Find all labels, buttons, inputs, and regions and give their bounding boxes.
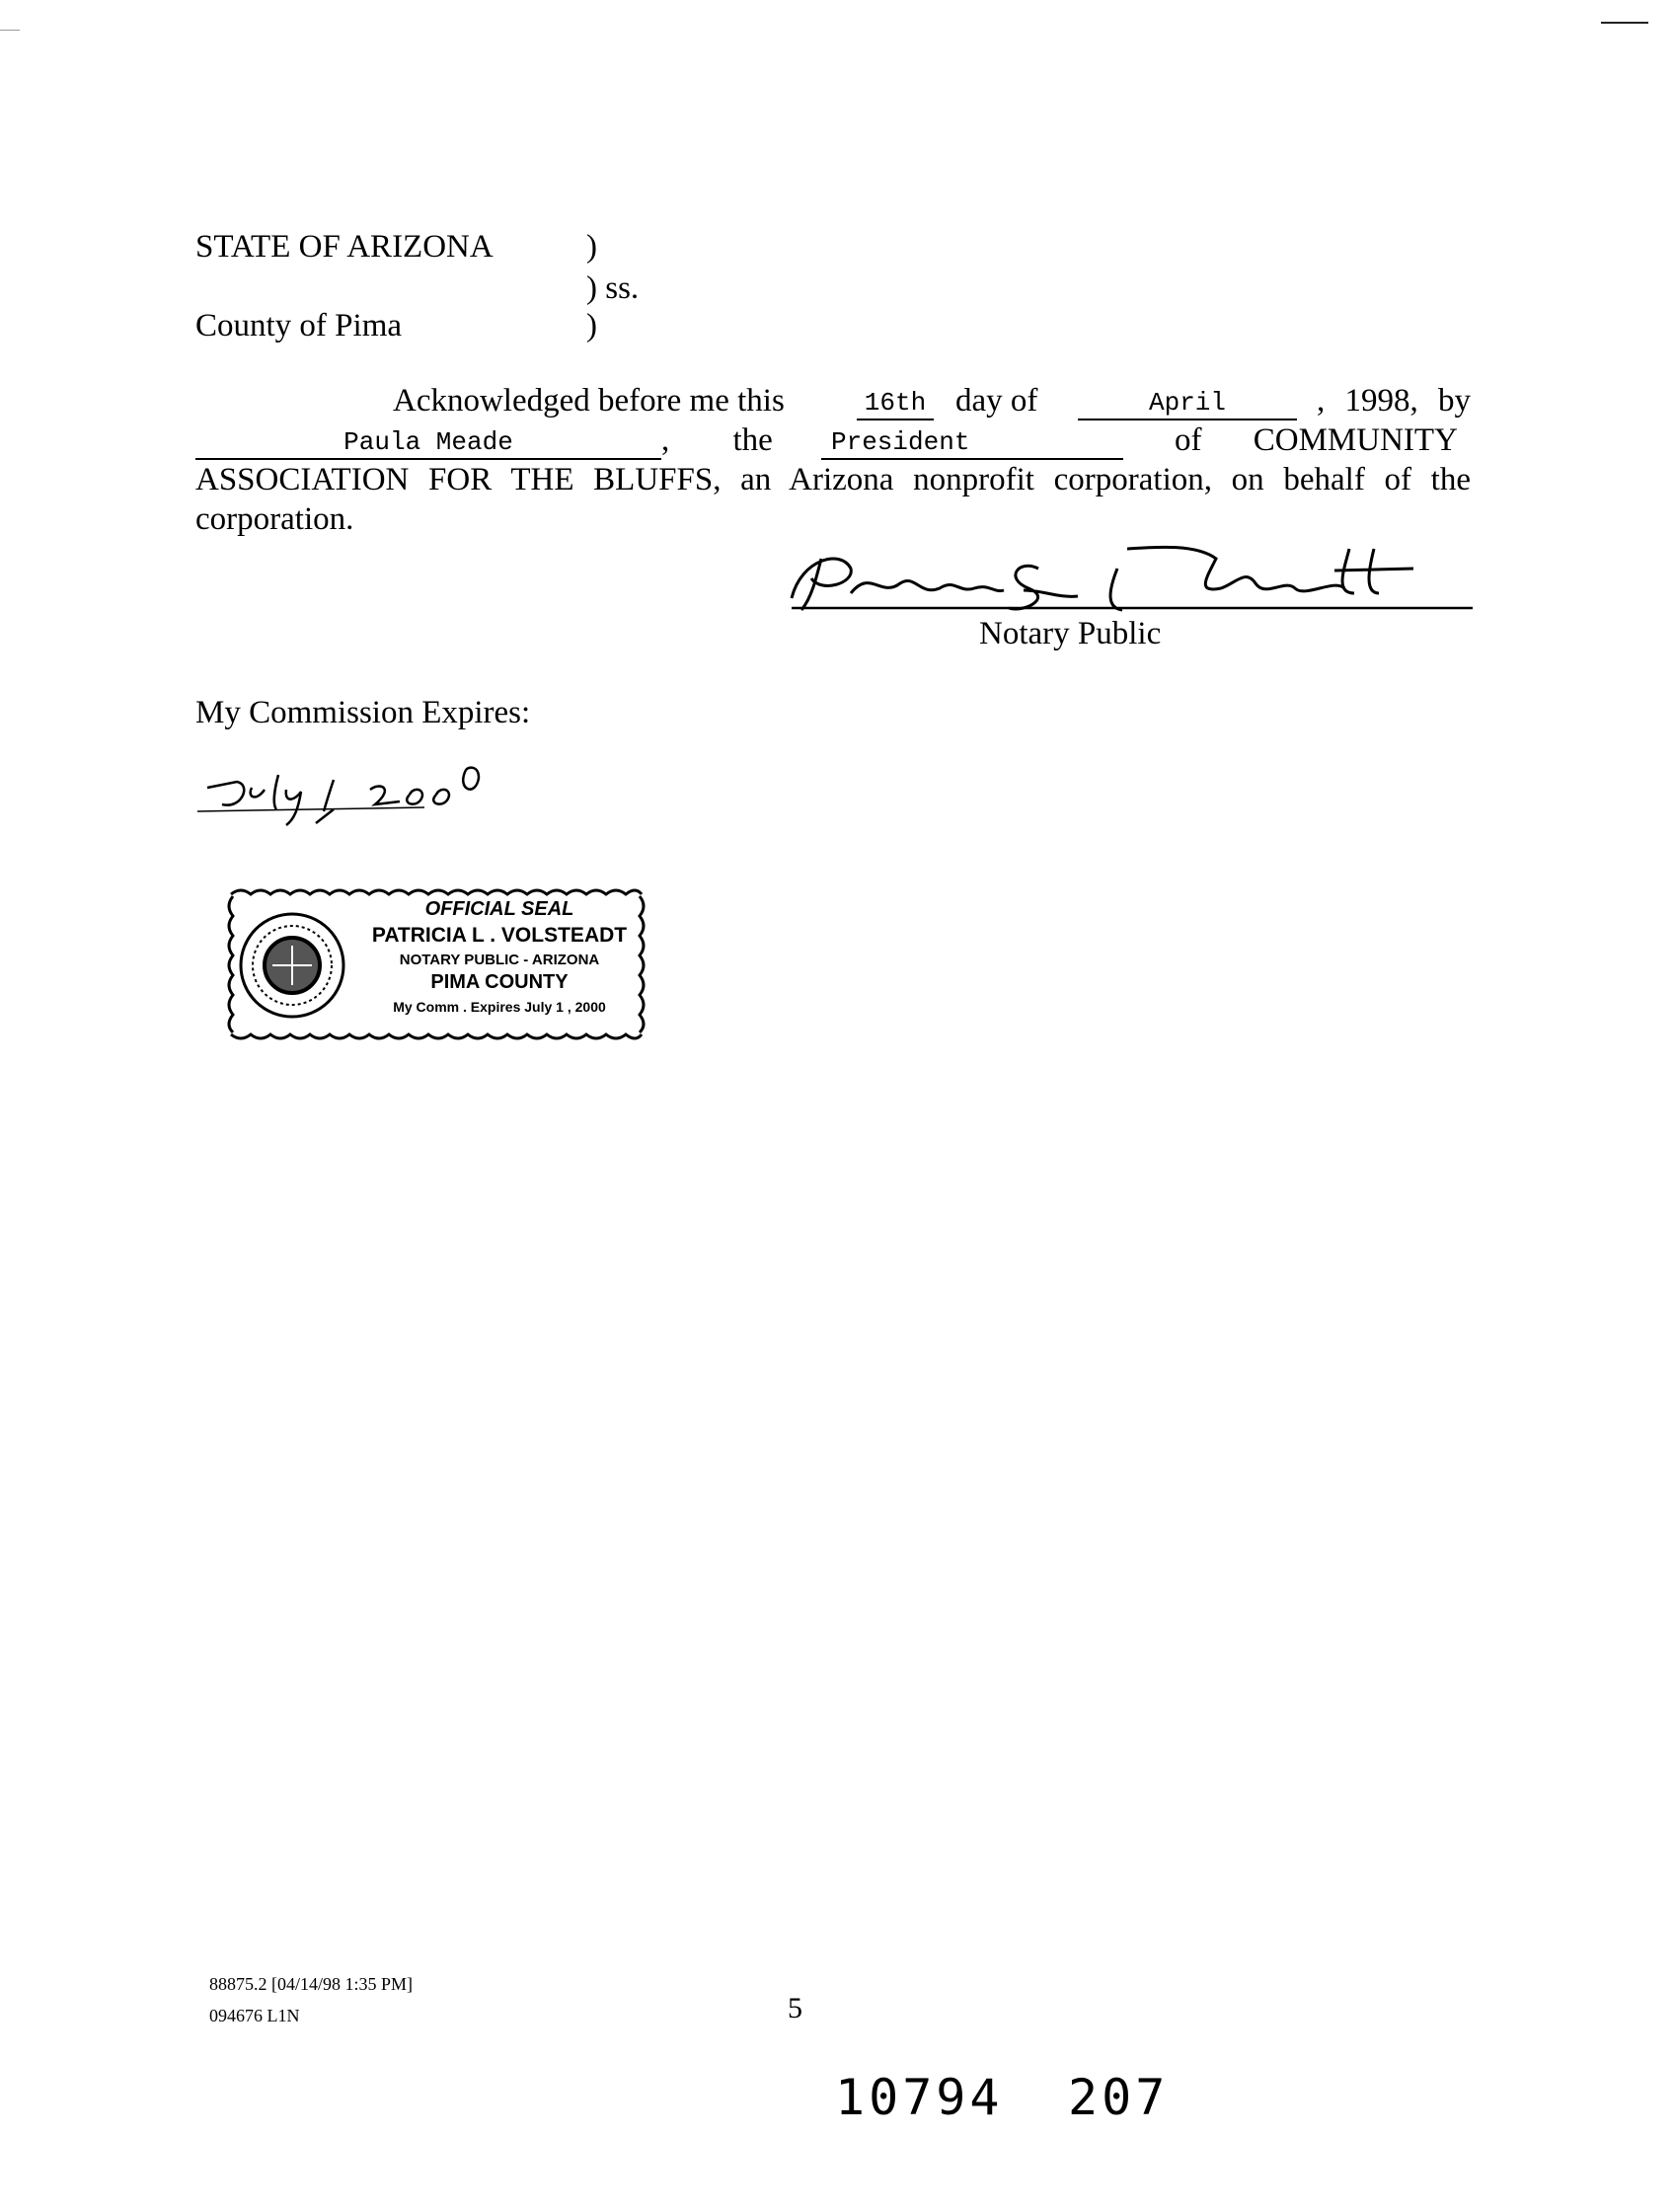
- notary-signature: [782, 539, 1473, 618]
- ack-month-value: April: [1148, 388, 1226, 418]
- notary-label: Notary Public: [979, 616, 1162, 651]
- ack-name-value: Paula Meade: [343, 427, 513, 457]
- ack-line-4: corporation.: [195, 501, 354, 537]
- ack-text-4: , the: [661, 422, 773, 458]
- notary-signature-graphic: [782, 539, 1473, 618]
- ack-text-1: Acknowledged before me this: [393, 383, 785, 419]
- notary-signature-text: Patricia L. Volsteadt: [782, 539, 791, 540]
- seal-line-3: NOTARY PUBLIC - ARIZONA: [399, 952, 600, 968]
- commission-handwritten-date: [197, 760, 592, 829]
- record-page: 207: [1068, 2069, 1170, 2126]
- ack-day-value: 16th: [864, 388, 927, 418]
- seal-line-1: OFFICIAL SEAL: [424, 898, 574, 920]
- ack-text-2: day of: [955, 383, 1038, 419]
- commission-label: My Commission Expires:: [195, 695, 531, 730]
- ack-day-field: [857, 387, 934, 420]
- ack-text-3: , 1998, by: [1317, 383, 1471, 419]
- ack-month-field: [1078, 387, 1297, 420]
- ack-name-field: [195, 426, 661, 460]
- page-number: 5: [788, 1992, 802, 2024]
- footer-doc-ref: 88875.2 [04/14/98 1:35 PM]: [209, 1974, 414, 1994]
- commission-date-graphic: [197, 760, 592, 829]
- ack-title-value: President: [831, 427, 970, 457]
- scan-mark-top-right: [1601, 22, 1648, 24]
- scan-mark-top-left: [0, 30, 20, 31]
- seal-text-block: [359, 896, 640, 1034]
- ack-text-5: of COMMUNITY: [1175, 422, 1458, 458]
- seal-line-5: My Comm . Expires July 1 , 2000: [393, 999, 606, 1015]
- record-number: 10794: [835, 2069, 1004, 2126]
- footer-file-ref: 094676 L1N: [209, 2006, 300, 2025]
- ack-title-field: [821, 426, 1123, 460]
- ack-line-3: ASSOCIATION FOR THE BLUFFS, an Arizona nonprofit corporation, on behalf of the: [195, 462, 1471, 497]
- venue-county: County of Pima: [195, 308, 403, 343]
- venue-paren-ss: ) ss.: [586, 270, 640, 306]
- venue-paren-top: ): [586, 229, 597, 265]
- venue-state: STATE OF ARIZONA: [195, 229, 494, 265]
- seal-line-4: PIMA COUNTY: [430, 971, 569, 993]
- official-seal: [225, 886, 647, 1042]
- seal-line-2: PATRICIA L . VOLSTEADT: [371, 924, 628, 947]
- venue-paren-bottom: ): [586, 308, 597, 343]
